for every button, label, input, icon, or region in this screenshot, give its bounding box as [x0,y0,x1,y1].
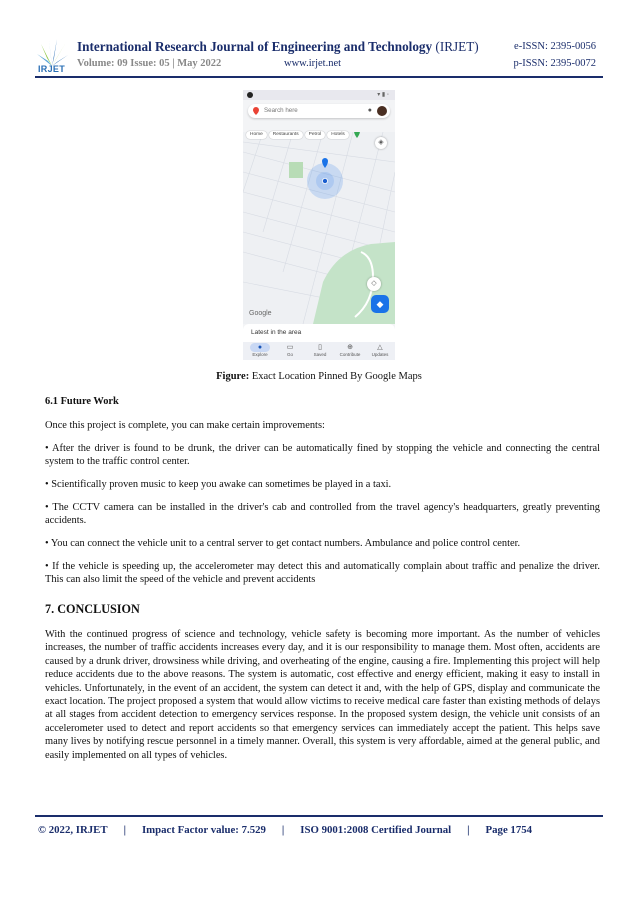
bookmark-icon: ▯ [318,344,322,351]
latest-sheet[interactable] [243,324,395,342]
nav-go[interactable] [277,343,303,357]
footer-divider [35,815,603,817]
phone-status-bar [243,90,395,100]
figure-caption [0,371,638,382]
journal-abbr: (IRJET) [435,39,479,54]
footer-impact-factor: Impact Factor value: 7.529 [141,824,266,836]
maps-search-bar[interactable] [248,104,390,118]
website-link[interactable]: www.irjet.net [284,58,342,69]
caption-label: Figure: [216,371,250,382]
page-footer [38,824,600,836]
footer-page-number: Page 1754 [485,824,533,836]
maps-screenshot-figure [243,90,395,360]
go-icon: ▭ [286,344,294,351]
future-work-bullet: • After the driver is found to be drunk, the driver can be automatically fined by stopping the vehicle and connecting the central system to the traffic control center. [45,443,600,468]
future-work-bullet: • You can connect the vehicle unit to a central server to get contact numbers. Ambulance and police control center. [45,538,521,549]
chip-restaurants[interactable]: Restaurants [269,131,303,139]
category-chips [246,122,351,140]
future-work-bullet: • Scientifically proven music to keep you awake can sometimes be played in a taxi. [45,479,392,490]
conclusion-body: With the continued progress of science and technology, vehicle safety is becoming more important. As the number of vehicles increases, the number of traffic accidents increases every day, and it is our responsibility to manage them. Most often, accidents are caused by a drunk driver, drowsiness while driving, and overheating of the engine, causing a fire. Implementing this project will help reduce accidents due to the above reasons. The system is automatic, cost effective and energy efficient, making it easy to install in vehicles. Unfortunately, in the event of an accident, the system can detect it and, with the help of GPS, display and communicate the exact location. The project proposed a system that would allow victims to receive medical care faster than existing methods of delays at all stages from accident detection to emergency services response. In the proposed system design, the vehicle unit consists of an accelerometer used to detect and report accidents so that emergency services can immediately accept the patient. This helps save many lives by notifying rescue personnel in a timely manner. Overall, this system is very affordable, aimed at the general public, and easily implemented on all types of vehicles. [45,629,600,761]
compass-icon[interactable]: ◇ [367,277,381,291]
volume-issue: Volume: 09 Issue: 05 | May 2022 [77,58,222,69]
search-placeholder: Search here [264,107,298,114]
explore-icon: ● [250,343,270,352]
pissn: p-ISSN: 2395-0072 [513,58,596,69]
nav-contribute-label: Contribute [339,352,361,357]
nav-explore[interactable] [247,343,273,357]
future-work-bullet: • If the vehicle is speeding up, the accelerometer may detect this and automatically complain about traffic and penalize the driver. This can also limit the speed of the vehicle and prevent accidents [45,561,600,586]
layers-icon[interactable]: ◈ [375,137,387,149]
nav-explore-label: Explore [252,352,268,357]
chip-home[interactable]: Home [246,131,267,139]
chip-petrol[interactable]: Petrol [305,131,326,139]
future-work-bullet: • The CCTV camera can be installed in the driver's cab and controlled from the travel agency's headquarters, greatly preventing accidents. [45,502,600,527]
logo-wordmark: IRJET [38,64,66,74]
mic-icon[interactable]: ● [367,107,372,114]
maps-pin-icon [253,107,259,115]
avatar[interactable] [377,106,387,116]
caption-text: Exact Location Pinned By Google Maps [249,371,422,382]
footer-separator: | [467,824,470,836]
header-divider [35,76,603,78]
future-work-intro: Once this project is complete, you can make certain improvements: [45,420,325,431]
section-heading-conclusion: 7. CONCLUSION [45,602,140,616]
nav-saved-label: Saved [313,352,327,357]
nav-updates-label: Updates [371,352,389,357]
status-icons: ▾ ▮ ◦ [377,92,389,98]
nav-contribute[interactable] [337,343,363,357]
subsection-heading-future-work: 6.1 Future Work [45,396,119,407]
google-watermark: Google [249,310,272,317]
nav-go-label: Go [286,352,293,357]
maps-bottom-nav [243,342,395,360]
footer-separator: | [281,824,285,836]
directions-icon[interactable]: ◆ [371,295,389,313]
plus-icon: ⊕ [347,344,353,351]
nav-saved[interactable] [307,343,333,357]
nav-updates[interactable] [367,343,393,357]
camera-icon [247,92,253,98]
journal-title-name: International Research Journal of Engineering and Technology [77,39,433,54]
chip-hotels[interactable]: Hotels [327,131,349,139]
footer-copyright: © 2022, IRJET [38,824,108,836]
eissn: e-ISSN: 2395-0056 [514,41,596,52]
latest-sheet-title: Latest in the area [251,329,302,336]
journal-title [77,39,479,55]
footer-separator: | [123,824,126,836]
bell-icon: △ [377,344,383,351]
footer-iso: ISO 9001:2008 Certified Journal [300,824,452,836]
